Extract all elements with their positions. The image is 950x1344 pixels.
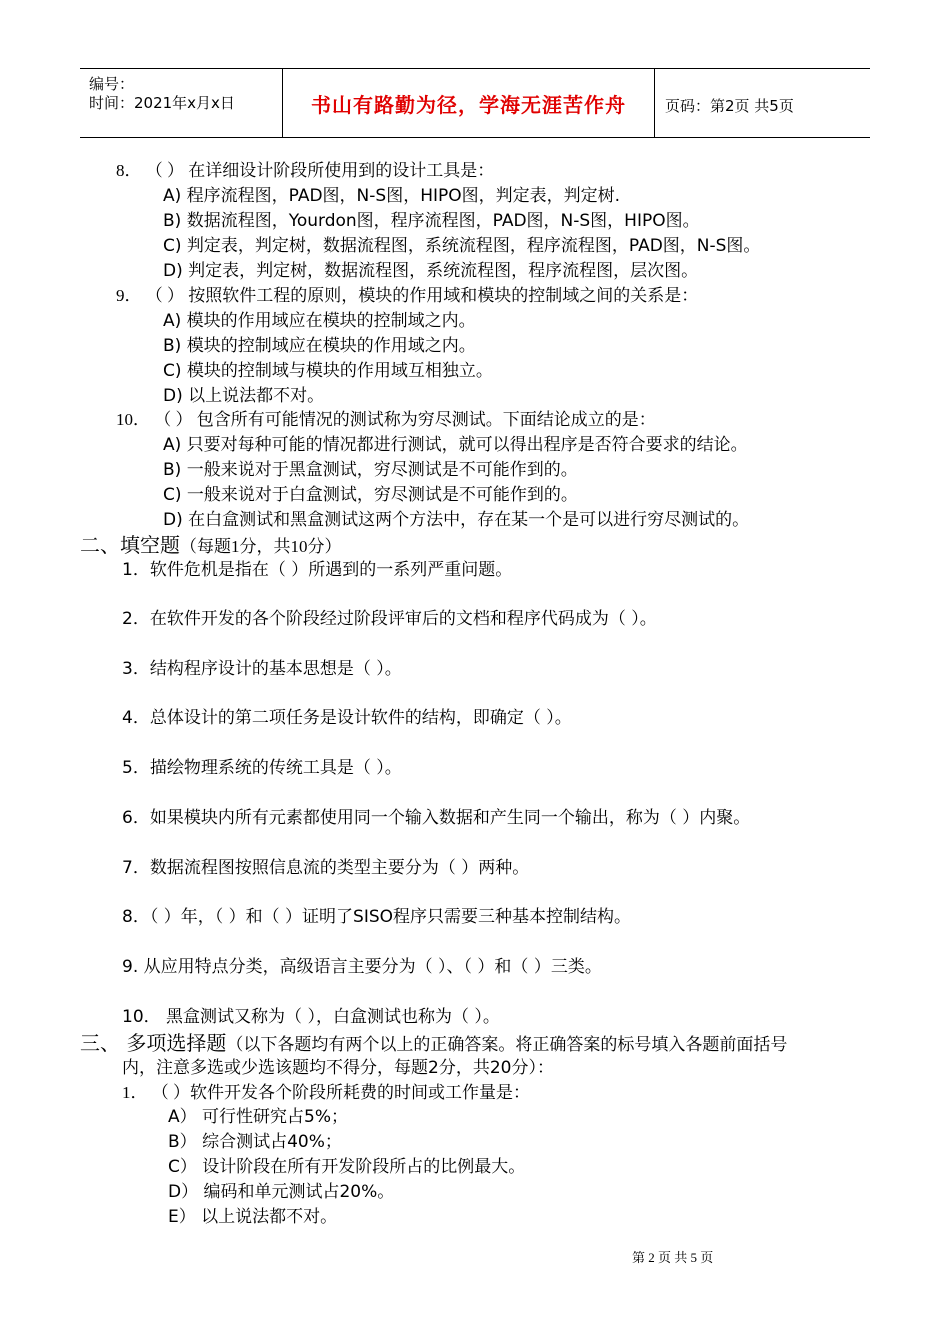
fill-item-3: 3．结构程序设计的基本思想是（ ）。 xyxy=(122,659,402,679)
section-2-heading xyxy=(80,533,342,559)
fill-item-2: 2．在软件开发的各个阶段经过阶段评审后的文档和程序代码成为（ ）。 xyxy=(122,609,657,629)
question-9-stem: 9． （ ） 按照软件工程的原则，模块的作用域和模块的控制域之间的关系是： xyxy=(116,286,699,305)
fill-item-5: 5．描绘物理系统的传统工具是（ ）。 xyxy=(122,758,402,778)
header-meta xyxy=(80,69,282,137)
question-10-option-b: B) 一般来说对于黑盒测试，穷尽测试是不可能作到的。 xyxy=(163,460,578,480)
question-8-option-d: D) 判定表，判定树，数据流程图，系统流程图，程序流程图，层次图。 xyxy=(163,261,699,281)
section-2-note: （每题1分，共10分） xyxy=(180,537,342,556)
fill-item-7: 7．数据流程图按照信息流的类型主要分为（ ）两种。 xyxy=(122,858,530,878)
multi-question-1-option-b: B） 综合测试占40%； xyxy=(168,1132,342,1152)
multi-question-1-stem: 1． （ ）软件开发各个阶段所耗费的时间或工作量是： xyxy=(122,1083,530,1102)
question-8-option-b: B) 数据流程图，Yourdon图，程序流程图，PAD图，N-S图，HIPO图。 xyxy=(163,211,700,231)
fill-item-1: 1．软件危机是指在（ ）所遇到的一系列严重问题。 xyxy=(122,560,513,580)
page-header xyxy=(80,68,870,138)
multi-question-1-option-a: A） 可行性研究占5%； xyxy=(168,1107,349,1127)
question-10-option-c: C) 一般来说对于白盒测试，穷尽测试是不可能作到的。 xyxy=(163,485,578,505)
question-9-option-b: B) 模块的控制域应在模块的作用域之内。 xyxy=(163,336,476,356)
question-9-option-d: D) 以上说法都不对。 xyxy=(163,386,325,406)
fill-item-4: 4．总体设计的第二项任务是设计软件的结构，即确定（ ）。 xyxy=(122,708,572,728)
header-motto-cell xyxy=(282,69,655,137)
fill-item-9: 9. 从应用特点分类，高级语言主要分为（ ）、（ ）和（ ）三类。 xyxy=(122,957,602,977)
question-8-option-a: A) 程序流程图，PAD图，N-S图，HIPO图，判定表，判定树. xyxy=(163,186,621,206)
doc-date-label: 时间：2021年x月x日 xyxy=(89,94,235,112)
section-3-note-line-2: 内，注意多选或少选该题均不得分，每题2分，共20分）： xyxy=(122,1058,554,1078)
fill-item-6: 6．如果模块内所有元素都使用同一个输入数据和产生同一个输出，称为（ ）内聚。 xyxy=(122,808,751,828)
section-3-heading xyxy=(80,1031,787,1057)
multi-question-1-option-c: C） 设计阶段在所有开发阶段所占的比例最大。 xyxy=(168,1157,526,1177)
header-page-info: 页码：第2页 共5页 xyxy=(665,97,794,115)
question-9-option-a: A) 模块的作用域应在模块的控制域之内。 xyxy=(163,311,476,331)
question-8-option-c: C) 判定表，判定树，数据流程图，系统流程图，程序流程图，PAD图，N-S图。 xyxy=(163,236,761,256)
question-10-option-a: A) 只要对每种可能的情况都进行测试，就可以得出程序是否符合要求的结论。 xyxy=(163,435,748,455)
section-3-title: 三、 多项选择题 xyxy=(80,1031,227,1055)
page-footer: 第 2 页 共 5 页 xyxy=(632,1250,714,1265)
multi-question-1-option-d: D） 编码和单元测试占20%。 xyxy=(168,1182,395,1202)
question-10-stem: 10． （ ） 包含所有可能情况的测试称为穷尽测试。下面结论成立的是： xyxy=(116,410,656,429)
question-9-option-c: C) 模块的控制域与模块的作用域互相独立。 xyxy=(163,361,493,381)
section-2-title: 二、填空题 xyxy=(80,533,180,557)
question-10-option-d: D) 在白盒测试和黑盒测试这两个方法中，存在某一个是可以进行穷尽测试的。 xyxy=(163,510,750,530)
question-8-stem: 8． （ ） 在详细设计阶段所使用到的设计工具是： xyxy=(116,161,495,180)
header-motto: 书山有路勤为径，学海无涯苦作舟 xyxy=(311,93,626,117)
multi-question-1-option-e: E） 以上说法都不对。 xyxy=(168,1207,338,1227)
fill-item-10: 10． 黑盒测试又称为（ ），白盒测试也称为（ ）。 xyxy=(122,1007,500,1027)
section-3-note-line-1: （以下各题均有两个以上的正确答案。将正确答案的标号填入各题前面括号 xyxy=(226,1035,788,1055)
header-page-cell xyxy=(655,69,870,137)
doc-number-label: 编号： xyxy=(89,75,135,93)
fill-item-8: 8．（ ）年，（ ）和（ ）证明了SISO程序只需要三种基本控制结构。 xyxy=(122,907,632,927)
